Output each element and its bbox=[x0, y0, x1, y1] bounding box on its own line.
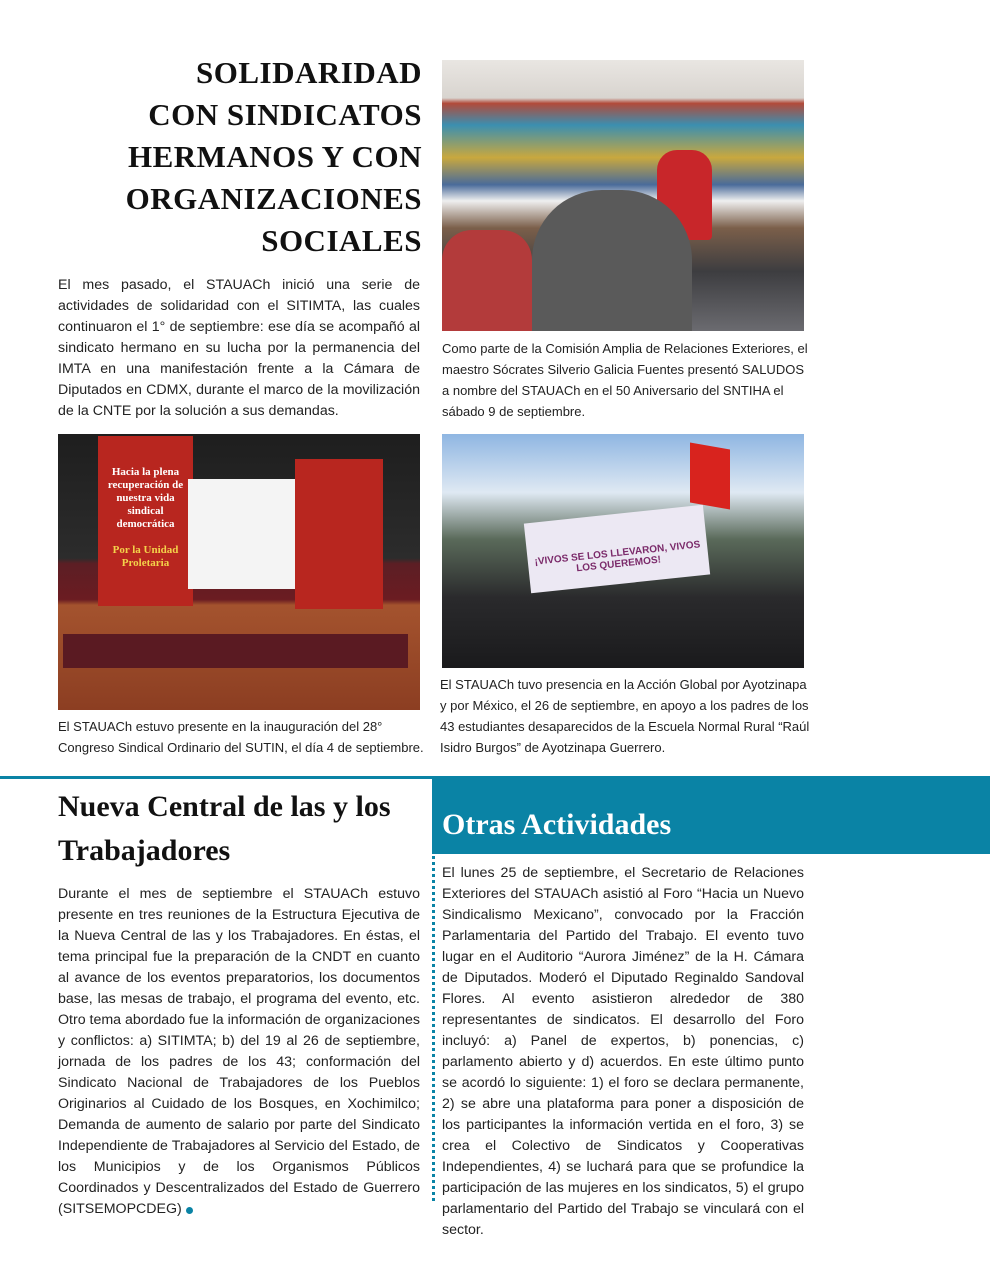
photo-ayotzinapa-march bbox=[442, 434, 804, 668]
photo2-caption: El STAUACh estuvo presente en la inauguración del 28° Congreso Sindical Ordinario del SUTIN, el día 4 de septiembre. bbox=[58, 719, 424, 755]
dotted-column-divider bbox=[432, 856, 435, 1201]
audience-person bbox=[442, 230, 532, 331]
nueva-central-title: Nueva Central de las y los Trabajadores bbox=[58, 790, 391, 867]
title-line: CON SINDICATOS bbox=[148, 97, 422, 132]
title-line: SOLIDARIDAD bbox=[196, 55, 422, 90]
title-line: HERMANOS Y CON bbox=[127, 139, 422, 174]
otras-actividades-title: Otras Actividades bbox=[442, 808, 672, 841]
protest-banner bbox=[524, 505, 710, 593]
photo3-caption: El STAUACh tuvo presencia en la Acción Global por Ayotzinapa y por México, el 26 de septiembre, en apoyo a los padres de los 43 estudiantes desaparecidos de la Escuela Normal Rural “Raúl Isidro Burgos” de Ayotzinapa Guerrero. bbox=[440, 677, 810, 755]
title-line: SOCIALES bbox=[261, 223, 422, 258]
end-bullet-icon bbox=[186, 1207, 193, 1214]
photo-sntiha-anniversary bbox=[442, 60, 804, 331]
solidaridad-body: El mes pasado, el STAUACh inició una serie de actividades de solidaridad con el SITIMTA, las cuales continuaron el 1° de septiembre: ese día se acompañó al sindicato hermano en su lucha por la permanencia del IMTA en una manifestación frente a la Cámara de Diputados en CDMX, durante el marco de la movilización de la CNTE por la solución a sus demandas. bbox=[58, 277, 420, 419]
projection-screen bbox=[188, 479, 298, 589]
photo-sutin-congress bbox=[58, 434, 420, 710]
section-title-solidaridad bbox=[60, 52, 422, 262]
photo1-caption: Como parte de la Comisión Amplia de Relaciones Exteriores, el maestro Sócrates Silverio Galicia Fuentes presentó SALUDOS a nombre del STAUACh en el 50 Aniversario del SNTIHA el sábado 9 de septiembre. bbox=[442, 341, 808, 419]
protest-banner-text: ¡VIVOS SE LOS LLEVARON, VIVOS LOS QUEREMOS! bbox=[534, 539, 701, 575]
nueva-central-body bbox=[58, 884, 420, 1220]
audience-head bbox=[532, 190, 692, 331]
nueva-central-text: Durante el mes de septiembre el STAUACh estuvo presente en tres reuniones de la Estructura Ejecutiva de la Nueva Central de las y los Trabajadores. En éstas, el tema principal fue la preparación de la CNDT en cuanto al avance de los eventos preparatorios, los documentos base, las mesas de trabajo, el programa del evento, etc. Otro tema abordado fue la información de organizaciones y conflictos: a) SITIMTA; b) del 19 al 26 de septiembre, jornada de los padres de los 43; conformación del Sindicato Nacional de Trabajadores de los Pueblos Originarios al Cuidado de los Bosques, en Xochimilco; Demanda de aumento de salario por parte del Sindicato Independiente de Trabajadores al Servicio del Estado, de los Municipios y de los Organismos Públicos Coordinados y Descentralizados del Estado de Guerrero (SITSEMOPCDEG) bbox=[58, 886, 420, 1217]
otras-actividades-body: El lunes 25 de septiembre, el Secretario de Relaciones Exteriores del STAUACh asistió al Foro “Hacia un Nuevo Sindicalismo Mexicano”, convocado por la Fracción Parlamentaria del Partido del Trabajo. El evento tuvo lugar en el Auditorio “Aurora Jiménez” de la H. Cámara de Diputados. Moderó el Diputado Reginaldo Sandoval Flores. Al evento asistieron alrededor de 380 representantes de sindicatos. El desarrollo del Foro incluyó: a) Panel de expertos, b) ponencias, c) parlamento abierto y d) acuerdos. En este último punto se acordó lo siguiente: 1) el foro se declara permanente, 2) se abre una plataforma para poner a disposición de los participantes la información vertida en el foro, 3) se crea el Colectivo de Sindicatos y Cooperativas Independientes, 4) se luchará para que se profundice la participación de las mujeres en los sindicatos, 5) el grupo parlamentario del Partido del Trabajo se vinculará con el sector. bbox=[442, 865, 804, 1238]
presidium-table bbox=[63, 634, 408, 668]
congress-banner bbox=[98, 436, 193, 606]
title-line: ORGANIZACIONES bbox=[125, 181, 422, 216]
banner-text: Hacia la plena recuperación de nuestra vida sindical democrática bbox=[107, 466, 184, 530]
banner-subtext: Por la Unidad Proletaria bbox=[112, 544, 179, 569]
red-flag bbox=[690, 442, 730, 509]
photo-banner bbox=[295, 459, 383, 609]
